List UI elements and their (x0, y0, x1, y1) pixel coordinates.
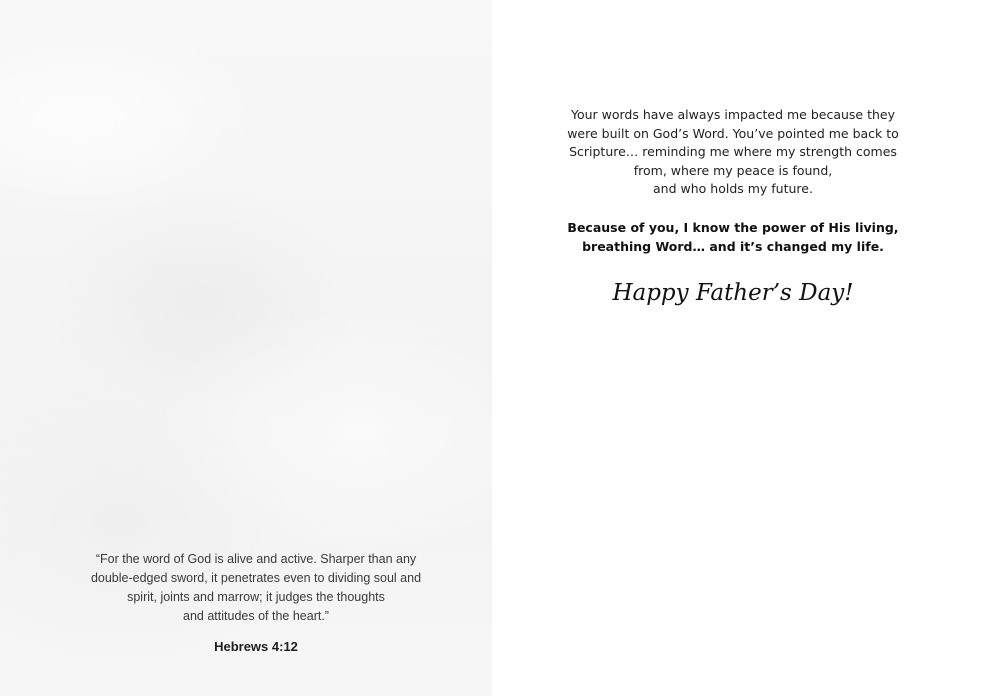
message-line: Scripture… reminding me where my strength comes (569, 144, 897, 159)
quote-line: spirit, joints and marrow; it judges the thoughts (127, 590, 385, 604)
message-line: from, where my peace is found, (633, 162, 833, 178)
quote-line: and attitudes of the heart.” (183, 609, 329, 623)
emphasis-line: Because of you, I know the power of His living, (567, 220, 899, 235)
scripture-reference: Hebrews 4:12 (214, 639, 298, 654)
emphasis-line: breathing Word… and it’s changed my life. (582, 239, 884, 254)
scripture-quote (60, 550, 452, 626)
right-page (492, 0, 984, 696)
emphasis-paragraph (532, 218, 934, 256)
message-line: Your words have always impacted me because they (570, 107, 896, 122)
greeting-text: Happy Father’s Day! (612, 280, 854, 306)
message-line: were built on God’s Word. You’ve pointed me back to (567, 125, 899, 141)
message-line: and who holds my future. (653, 181, 813, 196)
quote-line: “For the word of God is alive and active. Sharper than any (95, 552, 417, 566)
message-paragraph (532, 106, 934, 199)
quote-line: double-edged sword, it penetrates even to dividing soul and (90, 571, 422, 585)
